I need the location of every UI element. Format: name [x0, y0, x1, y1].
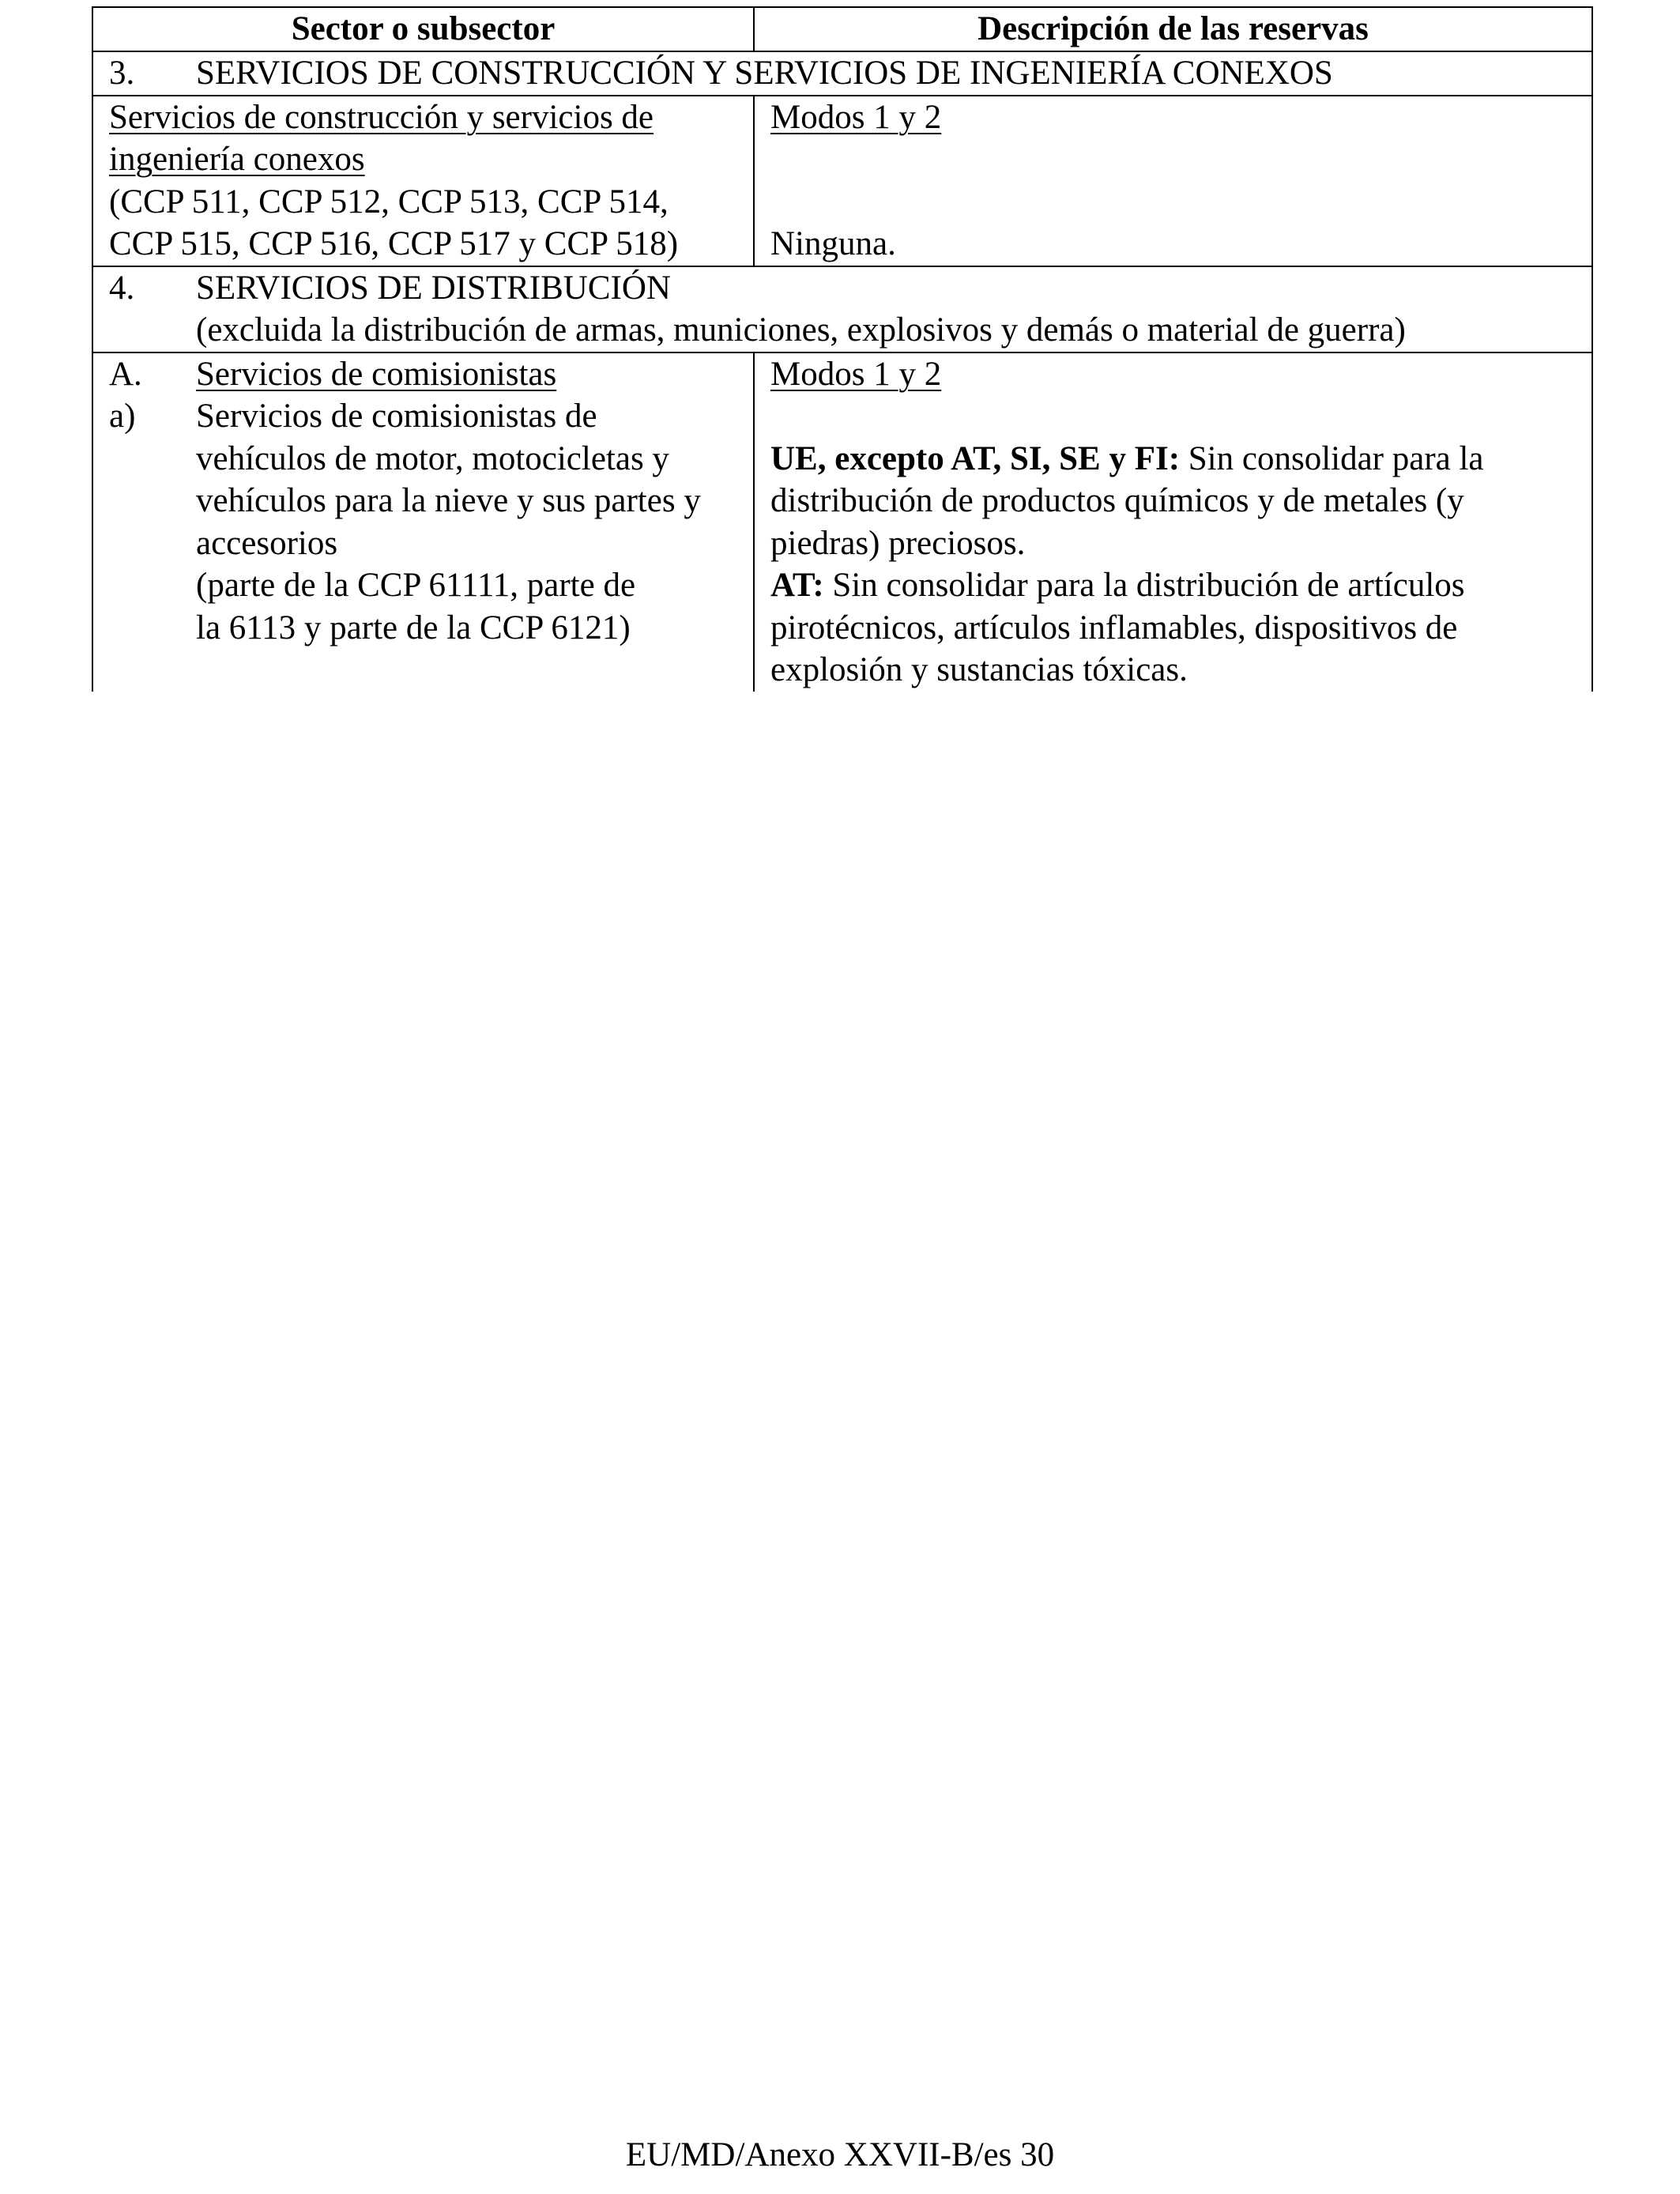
section-3-cell [92, 51, 1592, 96]
construction-ccp-line-1: (CCP 511, CCP 512, CCP 513, CCP 514, [109, 183, 669, 221]
section-3-row [92, 51, 1592, 96]
commission-description-cell [754, 352, 1592, 692]
spacer [770, 181, 1584, 224]
header-sector: Sector o subsector [92, 7, 754, 51]
commission-letter: A. [109, 355, 142, 393]
reservation-2-line: explosión y sustancias tóxicas. [770, 651, 1188, 688]
header-row [92, 7, 1592, 51]
reservation-1-line: distribución de productos químicos y de metales (y [770, 482, 1464, 519]
section-4-cell [92, 266, 1592, 352]
reservation-2-label: AT: [770, 567, 824, 604]
reservation-1-text: Sin consolidar para la [1180, 439, 1484, 477]
reservation-2-line: pirotécnicos, artículos inflamables, dispositivos de [770, 609, 1458, 647]
section-3-number: 3. [109, 55, 135, 92]
spacer [770, 138, 1584, 181]
construction-modes: Modos 1 y 2 [770, 98, 942, 136]
page-footer-reference: EU/MD/Anexo XXVII-B/es 30 [625, 2136, 1055, 2173]
reservation-1-line: piedras) preciosos. [770, 524, 1026, 562]
commission-sub-line: Servicios de comisionistas de [196, 398, 597, 435]
commission-sub-line: vehículos de motor, motocicletas y [196, 439, 669, 477]
reservation-2-line [770, 564, 1584, 607]
commission-sub-line: accesorios [196, 524, 338, 562]
reservation-1-label: UE, excepto AT, SI, SE y FI: [770, 439, 1181, 477]
commission-sub-body [196, 395, 745, 649]
commission-title: Servicios de comisionistas [196, 355, 557, 393]
commission-modes: Modos 1 y 2 [770, 355, 942, 393]
construction-description-cell [754, 96, 1592, 266]
section-4-subtitle: (excluida la distribución de armas, municiones, explosivos y demás o material de guerra) [196, 311, 1406, 349]
commission-sector-cell [92, 352, 754, 692]
reservations-table [92, 6, 1593, 692]
construction-ccp-line-2: CCP 515, CCP 516, CCP 517 y CCP 518) [109, 225, 679, 262]
construction-title-line-1: Servicios de construcción y servicios de [109, 98, 654, 136]
construction-title-line-2: ingeniería conexos [109, 141, 365, 178]
section-4-body [196, 267, 1584, 352]
commission-sub-line: vehículos para la nieve y sus partes y [196, 482, 701, 519]
header-description: Descripción de las reservas [754, 7, 1592, 51]
commission-sub-line: (parte de la CCP 61111, parte de [196, 567, 636, 604]
spacer [109, 649, 745, 692]
construction-reservation: Ninguna. [770, 225, 896, 262]
spacer [770, 395, 1584, 438]
construction-sector-cell [92, 96, 754, 266]
section-4-number: 4. [109, 269, 135, 307]
section-4-title: SERVICIOS DE DISTRIBUCIÓN [196, 269, 671, 307]
reservation-1-line [770, 438, 1584, 481]
construction-row [92, 96, 1592, 266]
commission-sub-letter: a) [109, 398, 136, 435]
section-3-title: SERVICIOS DE CONSTRUCCIÓN Y SERVICIOS DE INGENIERÍA CONEXOS [196, 55, 1333, 92]
section-4-row [92, 266, 1592, 352]
commission-row [92, 352, 1592, 692]
commission-sub-line: la 6113 y parte de la CCP 6121) [196, 609, 631, 647]
reservation-2-text: Sin consolidar para la distribución de artículos [823, 567, 1465, 604]
